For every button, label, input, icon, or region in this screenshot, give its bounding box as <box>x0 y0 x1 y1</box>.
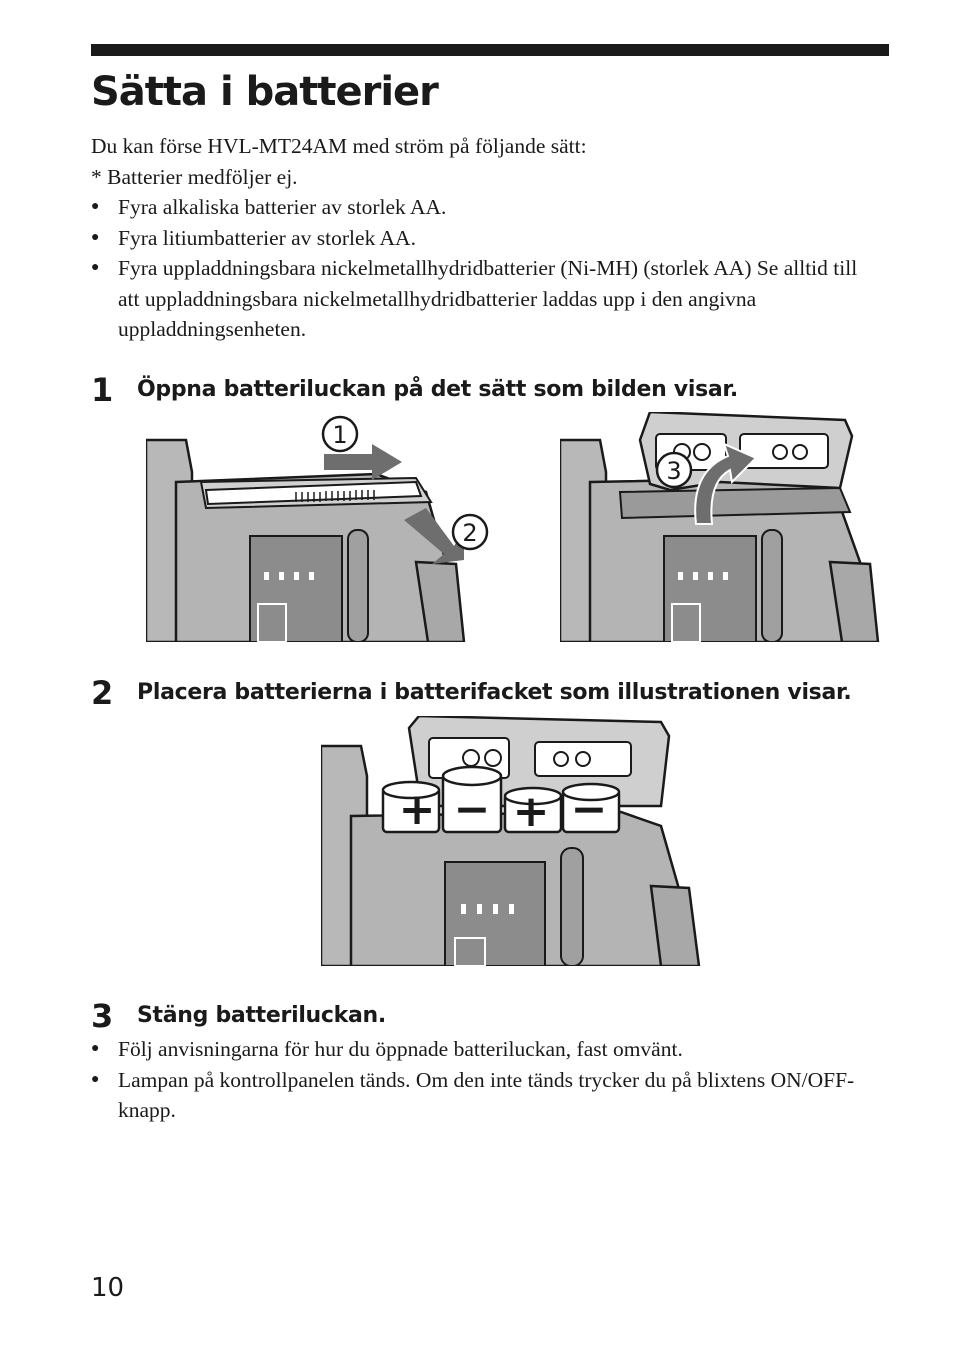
step-text: Placera batterierna i batterifacket som illustrationen visar. <box>137 680 852 705</box>
battery-plus-2: + <box>512 786 550 837</box>
step-3-list <box>91 1034 881 1126</box>
callout-3: 3 <box>666 457 682 485</box>
step-number: 3 <box>91 997 114 1035</box>
figure-insert-batteries <box>321 716 701 966</box>
page-title: Sätta i batterier <box>91 69 438 115</box>
page-number: 10 <box>91 1273 125 1303</box>
header-rule <box>91 44 889 56</box>
callout-2-wrap <box>449 511 491 553</box>
intro-line: Du kan förse HVL-MT24AM med ström på följande sätt: <box>91 134 587 158</box>
intro-section <box>91 131 881 345</box>
list-item: ● Lampan på kontrollpanelen tänds. Om den inte tänds trycker du på blixtens ON/OFF-knapp. <box>91 1065 881 1126</box>
intro-note: * Batterier medföljer ej. <box>91 164 298 189</box>
battery-plus-1: + <box>398 784 436 835</box>
list-item: ● Fyra litiumbatterier av storlek AA. <box>91 223 881 254</box>
battery-minus-1: − <box>453 784 491 835</box>
callout-2-icon <box>449 511 491 553</box>
battery-type-list <box>91 192 881 345</box>
svg-text:2: 2 <box>462 519 478 547</box>
step-text: Öppna batteriluckan på det sätt som bilden visar. <box>137 377 738 402</box>
list-item: ● Fyra uppladdningsbara nickelmetallhydridbatterier (Ni-MH) (storlek AA) Se alltid till att uppladdningsbara nickelmetallhydridbatterier laddas upp i den angivna uppladdningsenheten. <box>91 253 881 345</box>
figure-open-cover-lift <box>560 412 880 642</box>
list-item: ● Följ anvisningarna för hur du öppnade batteriluckan, fast omvänt. <box>91 1034 881 1065</box>
callout-1: 1 <box>332 421 348 449</box>
list-item: ● Fyra alkaliska batterier av storlek AA. <box>91 192 881 223</box>
battery-minus-2: − <box>570 784 608 835</box>
figure-open-cover-slide <box>146 412 466 642</box>
step-text: Stäng batteriluckan. <box>137 1003 386 1028</box>
step-number: 1 <box>91 371 114 409</box>
step-number: 2 <box>91 674 114 712</box>
